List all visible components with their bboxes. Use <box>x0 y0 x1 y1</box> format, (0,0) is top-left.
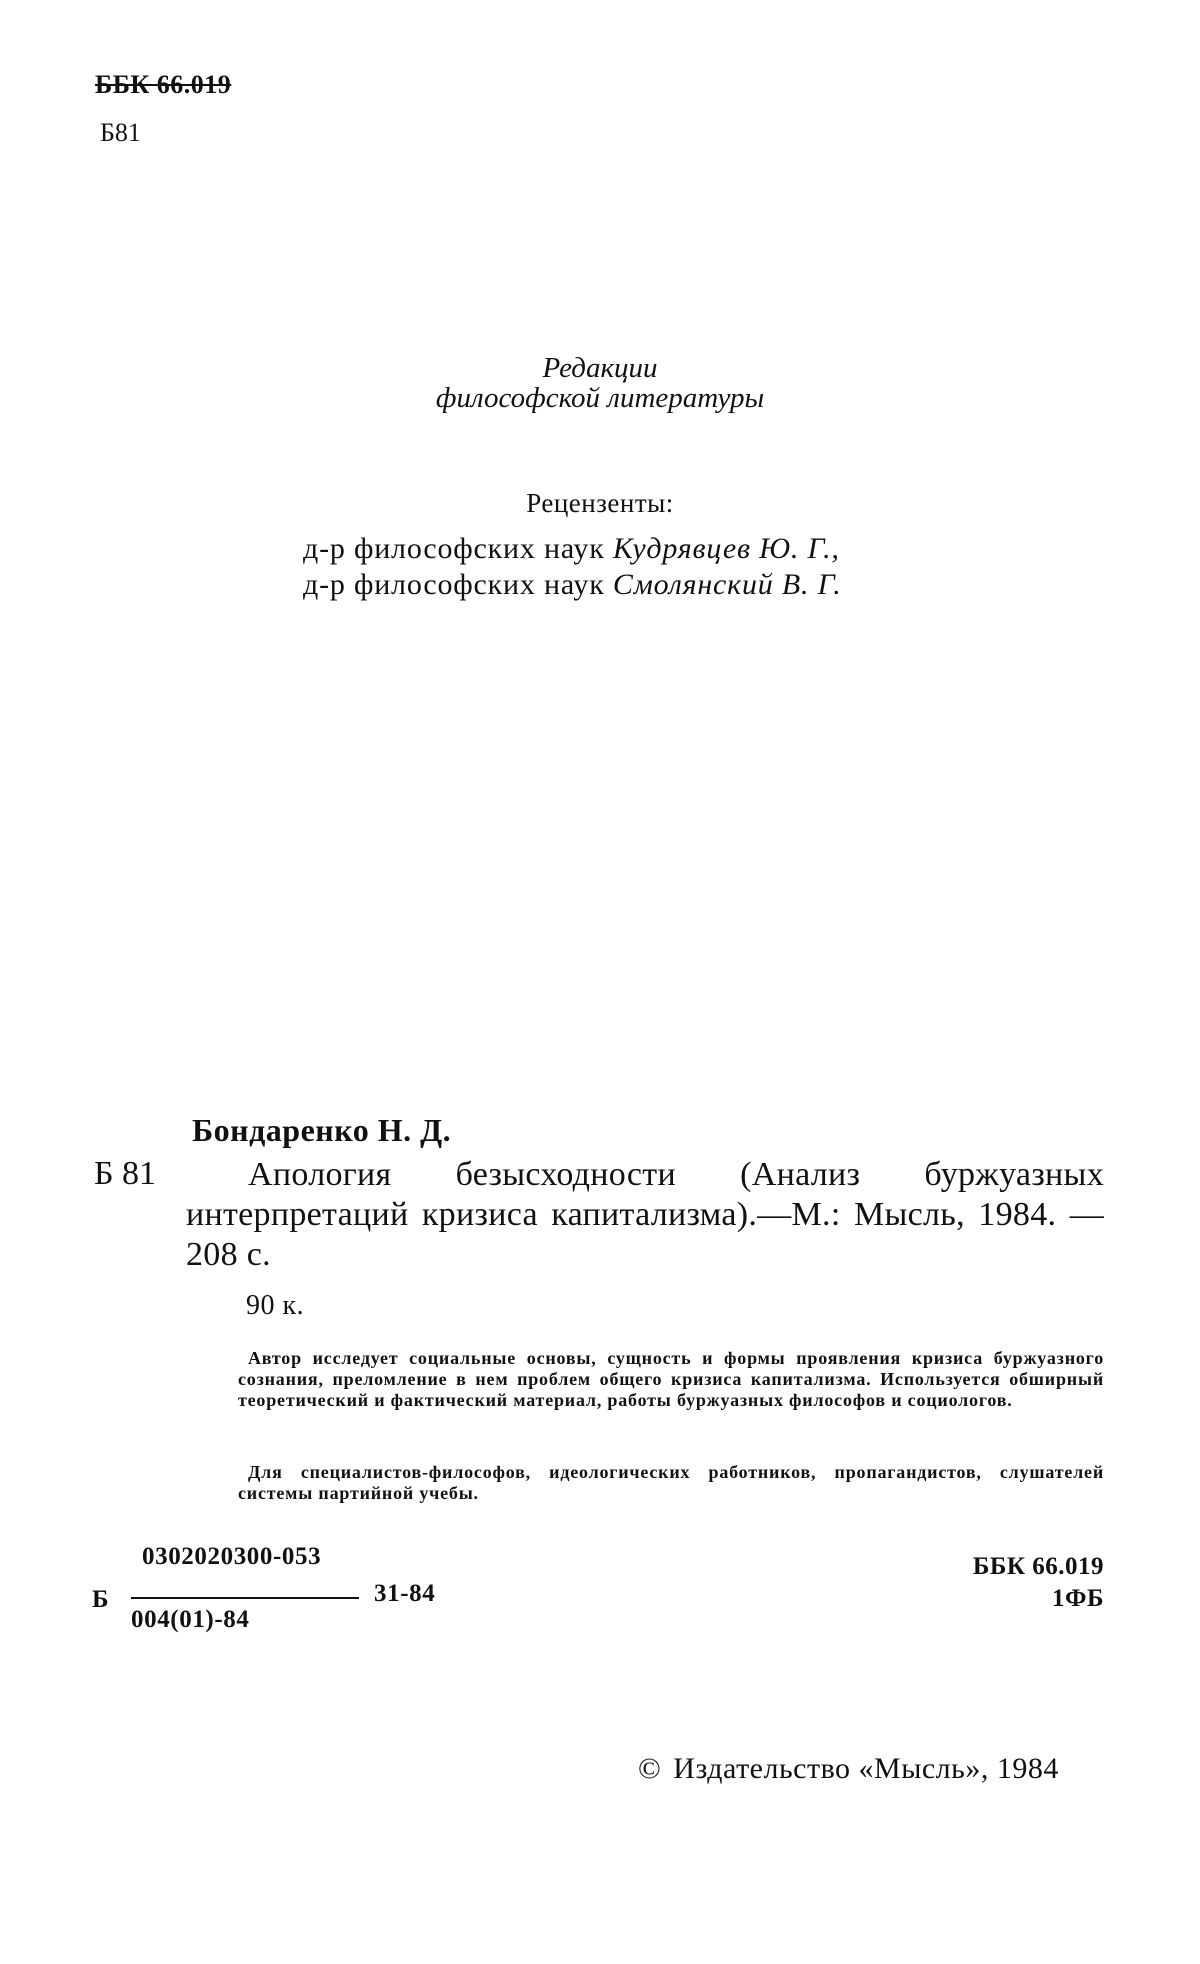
bbk-code-struck: ББК 66.019 <box>95 70 232 99</box>
reviewer-1 <box>303 532 840 566</box>
copyright-text: Издательство «Мысль», 1984 <box>673 1752 1059 1785</box>
reviewer-2-degree: д-р философских наук <box>303 568 605 601</box>
reviewer-2 <box>303 568 842 602</box>
editorial-line-1: Редакции <box>542 352 658 384</box>
code-fraction-line <box>131 1597 359 1599</box>
code-denominator: 004(01)-84 <box>131 1606 250 1633</box>
index-code: Б81 <box>100 118 141 147</box>
editorial-line-2: философской литературы <box>435 382 765 414</box>
bibliographic-entry: Апология безысходности (Анализ буржуазных интерпретаций кризиса капитализма).—М.: Мысль, 1984. — 208 с. <box>186 1156 1104 1273</box>
author-name: Бондаренко Н. Д. <box>192 1112 452 1148</box>
code-suffix: 31-84 <box>374 1580 436 1607</box>
index-mark: Б 81 <box>94 1155 157 1192</box>
bbk-code: ББК 66.019 <box>972 1553 1104 1580</box>
reviewer-2-name: Смолянский В. Г. <box>612 568 842 601</box>
fb-code: 1ФБ <box>1051 1585 1104 1612</box>
copyright-icon: © <box>638 1752 662 1785</box>
annotation-paragraph-2: Для специалистов-философов, идеологических работников, пропагандистов, слушателей системы партийной учебы. <box>238 1462 1104 1503</box>
code-prefix: Б <box>92 1586 110 1613</box>
price: 90 к. <box>246 1290 305 1321</box>
reviewer-1-name: Кудрявцев Ю. Г., <box>612 532 840 565</box>
copyright-line <box>638 1752 1059 1786</box>
reviewers-title: Рецензенты: <box>526 488 674 518</box>
code-numerator: 0302020300-053 <box>142 1543 322 1570</box>
reviewer-1-degree: д-р философских наук <box>303 532 605 565</box>
annotation-paragraph-1: Автор исследует социальные основы, сущность и формы проявления кризиса буржуазного сознания, преломление в нем проблем общего кризиса капитализма. Используется обширный теоретический и фактический материал, работы буржуазных философов и социологов. <box>238 1348 1104 1410</box>
